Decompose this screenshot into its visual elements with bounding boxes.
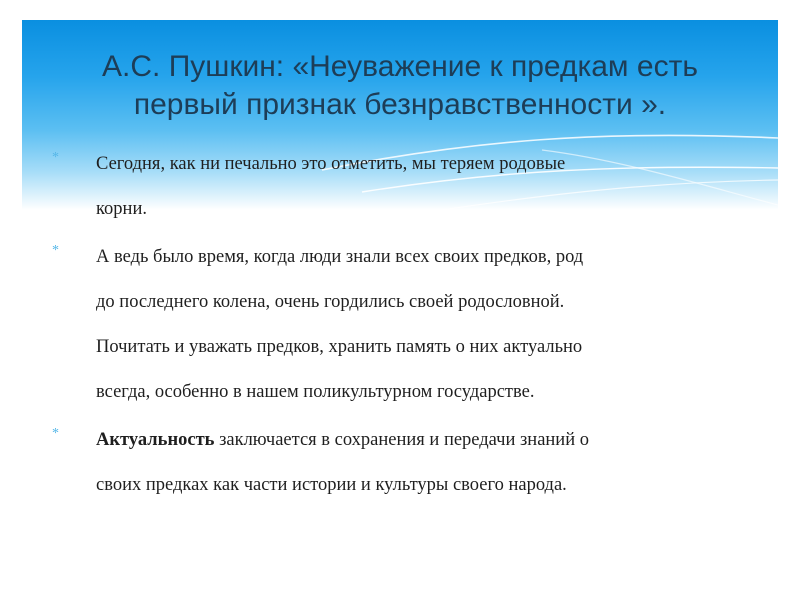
slide-title: [22, 48, 778, 124]
title-line-1: А.С. Пушкин: «Неуважение к предкам есть: [102, 50, 698, 83]
bullet-text-line: корни.: [96, 199, 147, 219]
bullet-text-line: до последнего колена, очень гордились своей родословной.: [96, 292, 565, 312]
bullet-text-line: своих предках как части истории и культуры своего народа.: [96, 475, 567, 495]
bullet-text-rest: заключается в сохранения и передачи знаний о: [214, 430, 589, 450]
asterisk-bullet-icon: *: [52, 426, 59, 441]
bullet-text-line: всегда, особенно в нашем поликультурном государстве.: [96, 382, 535, 402]
bullet-item: [52, 142, 772, 232]
emphasis-term: Актуальность: [96, 430, 215, 450]
asterisk-bullet-icon: *: [52, 150, 59, 165]
bullet-text-line: Почитать и уважать предков, хранить память о них актуально: [96, 337, 583, 357]
bullet-item: [52, 235, 772, 415]
asterisk-bullet-icon: *: [52, 243, 59, 258]
bullet-item: [52, 418, 772, 508]
bullet-text-line: [96, 418, 772, 463]
bullet-list: [52, 142, 772, 511]
title-line-2: первый признак безнравственности ».: [133, 88, 667, 121]
bullet-text-line: А ведь было время, когда люди знали всех своих предков, род: [96, 247, 584, 267]
bullet-text-line: Сегодня, как ни печально это отметить, мы теряем родовые: [96, 154, 566, 174]
